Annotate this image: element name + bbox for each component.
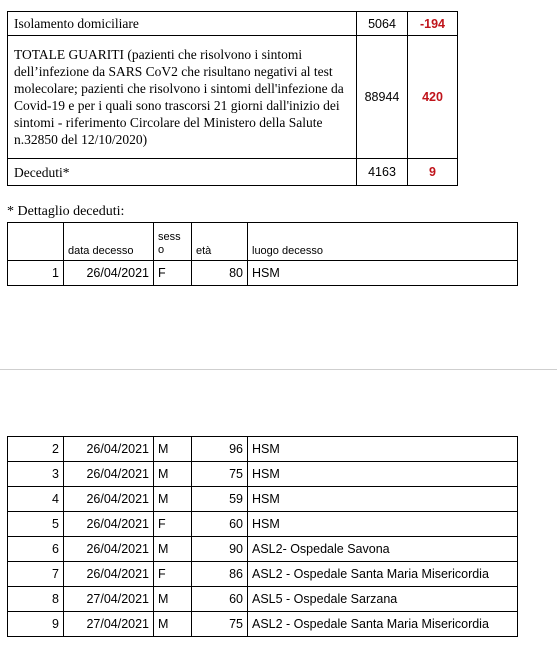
- row-age: 86: [192, 562, 248, 587]
- row-age: 60: [192, 512, 248, 537]
- row-sex: M: [154, 612, 192, 637]
- table-row: [8, 437, 518, 462]
- row-age: 59: [192, 487, 248, 512]
- row-sex: F: [154, 562, 192, 587]
- row-date: 26/04/2021: [64, 537, 154, 562]
- header-age: età: [192, 223, 248, 261]
- table-row: [8, 512, 518, 537]
- row-number: 8: [8, 587, 64, 612]
- row-place: HSM: [248, 462, 518, 487]
- row-place: HSM: [248, 437, 518, 462]
- row-number: 6: [8, 537, 64, 562]
- row-number: 9: [8, 612, 64, 637]
- row-age: 60: [192, 587, 248, 612]
- header-sex: sess o: [154, 223, 192, 261]
- row-age: 90: [192, 537, 248, 562]
- summary-delta: -194: [408, 12, 458, 36]
- header-date: data decesso: [64, 223, 154, 261]
- row-sex: M: [154, 537, 192, 562]
- row-age: 75: [192, 462, 248, 487]
- summary-delta: 9: [408, 159, 458, 186]
- row-date: 26/04/2021: [64, 437, 154, 462]
- row-place: ASL2 - Ospedale Santa Maria Misericordia: [248, 612, 518, 637]
- table-row: [8, 612, 518, 637]
- summary-row-guariti: [8, 36, 458, 159]
- table-row: [8, 587, 518, 612]
- row-number: 4: [8, 487, 64, 512]
- row-sex: M: [154, 587, 192, 612]
- table-row: [8, 562, 518, 587]
- table-row: [8, 487, 518, 512]
- deaths-table-top: [7, 222, 518, 286]
- table-row: [8, 462, 518, 487]
- header-n: [8, 223, 64, 261]
- summary-row-isolamento: [8, 12, 458, 36]
- row-date: 27/04/2021: [64, 612, 154, 637]
- row-date: 26/04/2021: [64, 261, 154, 286]
- row-sex: M: [154, 437, 192, 462]
- table-row: [8, 261, 518, 286]
- header-place: luogo decesso: [248, 223, 518, 261]
- row-date: 26/04/2021: [64, 562, 154, 587]
- row-sex: F: [154, 512, 192, 537]
- row-date: 26/04/2021: [64, 512, 154, 537]
- summary-delta: 420: [408, 36, 458, 159]
- row-number: 1: [8, 261, 64, 286]
- deaths-caption: * Dettaglio deceduti:: [7, 204, 125, 219]
- deaths-table-bottom: [7, 436, 518, 637]
- summary-value: 4163: [357, 159, 408, 186]
- row-number: 2: [8, 437, 64, 462]
- row-age: 96: [192, 437, 248, 462]
- row-place: HSM: [248, 261, 518, 286]
- row-number: 3: [8, 462, 64, 487]
- row-date: 27/04/2021: [64, 587, 154, 612]
- row-place: HSM: [248, 487, 518, 512]
- row-age: 75: [192, 612, 248, 637]
- summary-label: Isolamento domiciliare: [8, 12, 357, 36]
- summary-value: 88944: [357, 36, 408, 159]
- row-sex: M: [154, 462, 192, 487]
- row-date: 26/04/2021: [64, 462, 154, 487]
- summary-table: [7, 11, 458, 186]
- table-row: [8, 537, 518, 562]
- row-number: 7: [8, 562, 64, 587]
- row-place: HSM: [248, 512, 518, 537]
- summary-value: 5064: [357, 12, 408, 36]
- row-place: ASL2- Ospedale Savona: [248, 537, 518, 562]
- summary-label: TOTALE GUARITI (pazienti che risolvono i sintomi dell’infezione da SARS CoV2 che risultano negativi al test molecolare; pazienti che risolvono i sintomi dell'infezione da Covid-19 e per i quali sono trascorsi 21 giorni dall'inizio dei sintomi - riferimento Circolare del Ministero della Salute n.32850 del 12/10/2020): [8, 36, 357, 159]
- row-place: ASL2 - Ospedale Santa Maria Misericordia: [248, 562, 518, 587]
- summary-row-deceduti: [8, 159, 458, 186]
- page-divider: [0, 369, 557, 370]
- row-sex: F: [154, 261, 192, 286]
- deaths-header-row: [8, 223, 518, 261]
- row-sex: M: [154, 487, 192, 512]
- row-date: 26/04/2021: [64, 487, 154, 512]
- row-age: 80: [192, 261, 248, 286]
- row-number: 5: [8, 512, 64, 537]
- row-place: ASL5 - Ospedale Sarzana: [248, 587, 518, 612]
- summary-label: Deceduti*: [8, 159, 357, 186]
